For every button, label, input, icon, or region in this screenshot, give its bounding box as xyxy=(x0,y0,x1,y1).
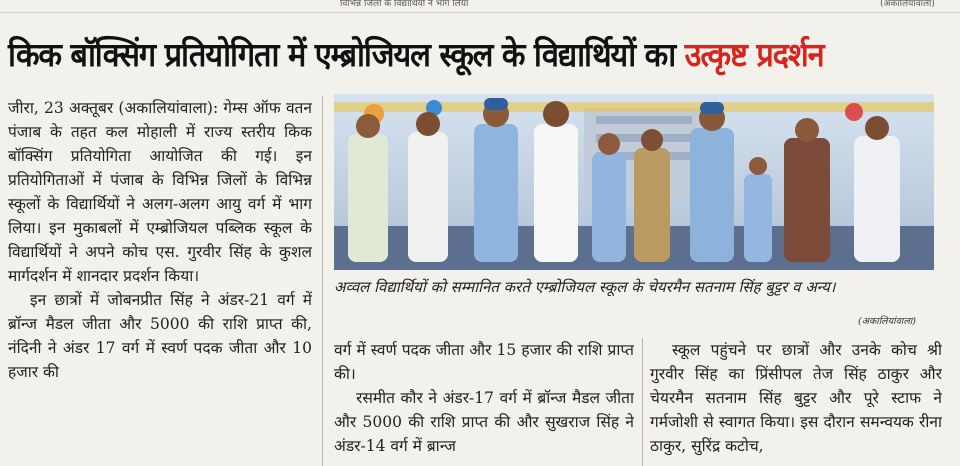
headline-accent: उत्कृष्ट प्रदर्शन xyxy=(684,35,824,74)
photo-caption: अव्वल विद्यार्थियों को सम्मानित करते एम्ब्रोजियल स्कूल के चेयरमैन सतनाम सिंह बुट्टर व अन्य। xyxy=(334,278,836,296)
left-paragraph-2: इन छात्रों में जोबनप्रीत सिंह ने अंडर-21 वर्ग में ब्रॉन्ज मैडल जीता और 5000 की राशि प्राप्त की, नंदिनी ने अंडर 17 वर्ग में स्वर्ण पदक जीता और 10 हजार की xyxy=(8,291,312,381)
top-strip-text: विभिन्न जिलों के विद्यार्थियों ने भाग लिया xyxy=(340,0,469,9)
headline xyxy=(8,24,886,86)
headline-main: किक बॉक्सिंग प्रतियोगिता में एम्ब्रोजियल स्कूल के विद्यार्थियों का xyxy=(8,35,685,74)
top-strip xyxy=(0,0,960,13)
middle-paragraph-2: रसमीत कौर ने अंडर-17 वर्ग में ब्रॉन्ज मैडल जीता और 5000 की राशि प्राप्त की और सुखराज सिंह ने अंडर-14 वर्ग में ब्रान्ज xyxy=(334,389,634,455)
middle-paragraph-1: वर्ग में स्वर्ण पदक जीता और 15 हजार की राशि प्राप्त की। xyxy=(334,341,634,383)
right-paragraph-1: स्कूल पहुंचने पर छात्रों और उनके कोच श्री गुरवीर सिंह का प्रिंसीपल तेज सिंह ठाकुर और चेयरमैन सतनाम सिंह बुट्टर और पूरे स्टाफ ने गर्मजोशी से स्वागत किया। इस दौरान समन्वयक रीना ठाकुर, सुरिंद्र कटोच, xyxy=(650,341,942,455)
column-divider-right xyxy=(642,338,643,466)
column-divider-left xyxy=(322,96,323,466)
middle-column xyxy=(334,338,634,466)
photo-illustration xyxy=(334,94,934,270)
left-paragraph-1: जीरा, 23 अक्तूबर (अकालियांवाला): गेम्स ऑफ वतन पंजाब के तहत कल मोहाली में राज्य स्तरीय किक बॉक्सिंग प्रतियोगिता आयोजित की गई। इन प्रतियोगिताओं में पंजाब के विभिन्न जिलों के विभिन्न स्कूलों के विद्यार्थियों ने अलग-अलग आयु वर्ग में भाग लिया। इन मुकाबलों में एम्ब्रोजियल पब्लिक स्कूल के विद्यार्थियों ने अपने कोच एस. गुरवीर सिंह के कुशल मार्गदर्शन में शानदार प्रदर्शन किया। xyxy=(8,99,312,285)
top-strip-credit: (अकालियांवाला) xyxy=(880,0,935,9)
right-column xyxy=(650,338,942,466)
news-photo xyxy=(334,94,934,270)
photo-credit: (अकालियांवाला) xyxy=(858,316,916,327)
left-column xyxy=(8,96,312,466)
